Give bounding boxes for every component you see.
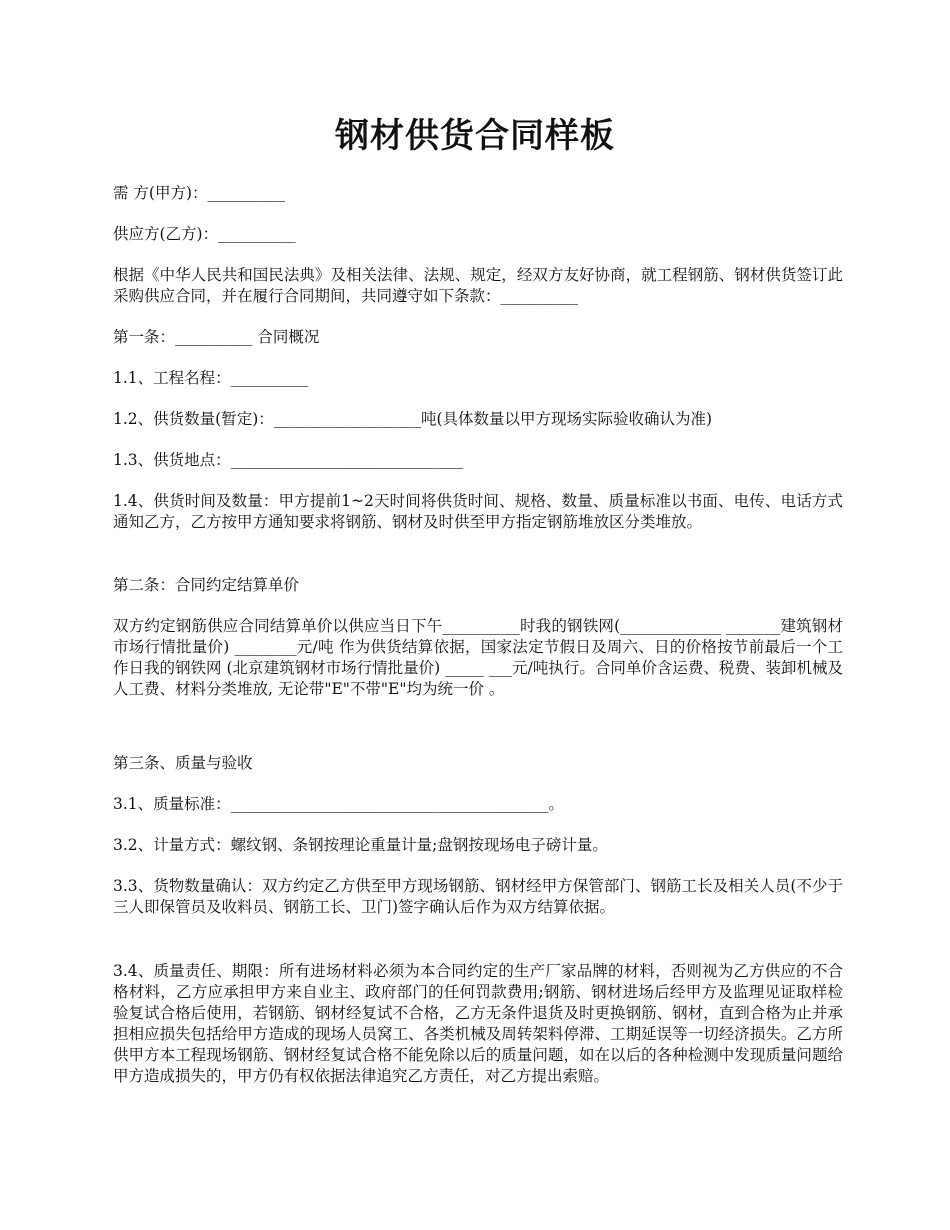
party-b-line: 供应方(乙方)：__________ — [113, 225, 296, 243]
clause-3-4: 3.4、质量责任、期限：所有进场材料必须为本合同约定的生产厂家品牌的材料，否则视为乙方供应的不合格材料，乙方应承担甲方来自业主、政府部门的任何罚款费用;钢筋、钢材进场后经甲方及监理见证取样检验复试合格后使用，若钢筋、钢材经复试不合格，乙方无条件退货及时更换钢筋、钢材，直到合格为止并承担相应损失包括给甲方造成的现场人员窝工、各类机械及周转架料停滞、工期延误等一切经济损失。乙方所供甲方本工程现场钢筋、钢材经复试合格不能免除以后的质量问题，如在以后的各种检测中发现质量问题给甲方造成损失的，甲方仍有权依据法律追究乙方责任，对乙方提出索赔。 — [113, 962, 843, 1085]
article-3-heading: 第三条、质量与验收 — [113, 754, 253, 772]
clause-1-1: 1.1、工程名程：__________ — [113, 369, 309, 387]
article-2-heading: 第二条：合同约定结算单价 — [113, 576, 300, 594]
clause-1-3: 1.3、供货地点：______________________________ — [113, 451, 464, 469]
clause-3-2: 3.2、计量方式：螺纹钢、条钢按理论重量计量;盘钢按现场电子磅计量。 — [113, 836, 608, 854]
clause-3-3: 3.3、货物数量确认：双方约定乙方供至甲方现场钢筋、钢材经甲方保管部门、钢筋工长及相关人员(不少于三人即保管员及收料员、钢筋工长、卫门)签字确认后作为双方结算依据。 — [113, 877, 843, 916]
settlement-price-paragraph: 双方约定钢筋供应合同结算单价以供应当日下午__________时我的钢铁网(_____________ _______建筑钢材市场行情批量价) ________元/吨 作为供货结算依据，国家法定节假日及周六、日的价格按节前最后一个工作日我的钢铁网 (北京建筑钢材市场行情批量价) _____ ___元/吨执行。合同单价含运费、税费、装卸机械及人工费、材料分类堆放, 无论带"E"不带"E"均为统一价 。 — [113, 617, 843, 698]
clause-1-4: 1.4、供货时间及数量：甲方提前1~2天时间将供货时间、规格、数量、质量标准以书面、电传、电话方式通知乙方，乙方按甲方通知要求将钢筋、钢材及时供至甲方指定钢筋堆放区分类堆放。 — [113, 492, 843, 531]
clause-1-2: 1.2、供货数量(暂定)：___________________吨(具体数量以甲方现场实际验收确认为准) — [113, 410, 713, 428]
clause-3-1: 3.1、质量标准：_________________________________________。 — [113, 795, 564, 813]
preamble-paragraph: 根据《中华人民共和国民法典》及相关法律、法规、规定，经双方友好协商，就工程钢筋、钢材供货签订此采购供应合同，并在履行合同期间，共同遵守如下条款：__________ — [113, 266, 843, 305]
party-a-line: 需 方(甲方)：__________ — [113, 184, 286, 202]
article-1-heading: 第一条：__________ 合同概况 — [113, 328, 320, 346]
document-title: 钢材供货合同样板 — [335, 116, 615, 156]
